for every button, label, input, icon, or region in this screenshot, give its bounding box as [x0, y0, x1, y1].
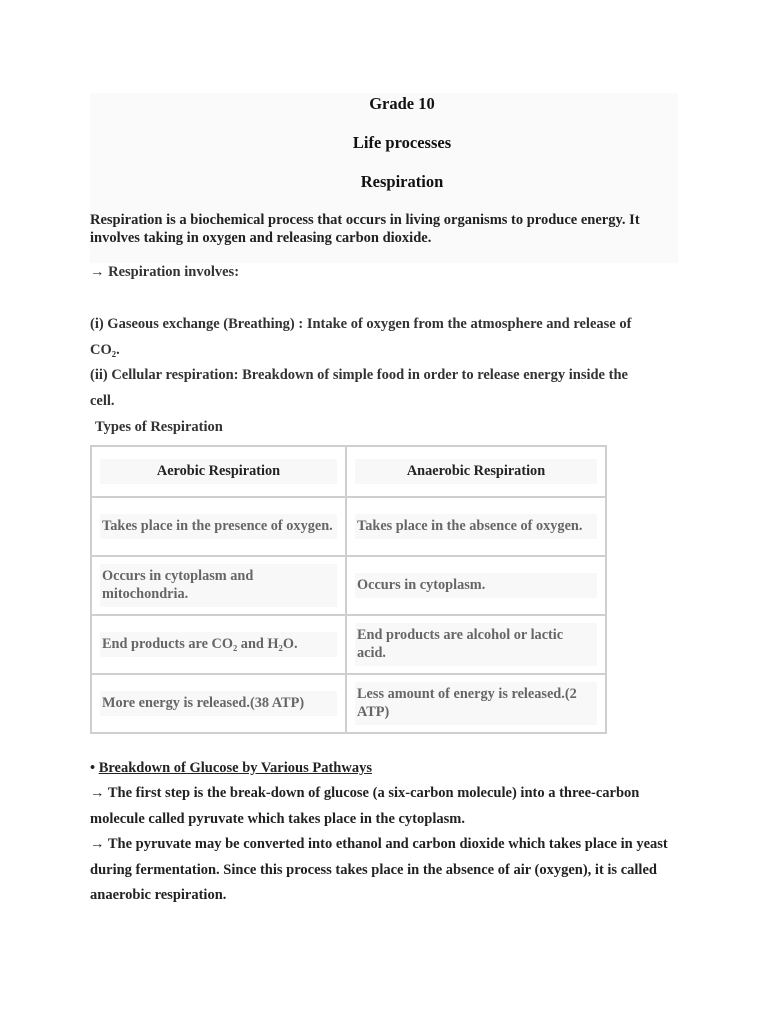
- aerobic-cell: End products are CO₂ and H₂O.: [100, 632, 337, 658]
- involves-item-1-line-1: (i) Gaseous exchange (Breathing) : Intake of oxygen from the atmosphere and release of: [90, 316, 632, 332]
- pathways-heading: Breakdown of Glucose by Various Pathways: [98, 760, 372, 776]
- table-header-cell: [91, 446, 346, 497]
- table-cell: [91, 674, 346, 733]
- topic-heading: Respiration: [360, 172, 444, 191]
- table-row: [91, 556, 606, 615]
- involves-heading: → Respiration involves:: [90, 264, 240, 280]
- involves-item-1-line-2: CO₂.: [90, 342, 120, 358]
- header-aerobic: Aerobic Respiration: [100, 459, 337, 485]
- intro-paragraph: Respiration is a biochemical process that occurs in living organisms to produce energy. It involves taking in oxygen and releasing carbon dioxide.: [90, 212, 640, 246]
- anaerobic-cell: End products are alcohol or lactic acid.: [355, 623, 597, 666]
- anaerobic-cell: Occurs in cytoplasm.: [355, 573, 597, 599]
- anaerobic-cell: Takes place in the absence of oxygen.: [355, 514, 597, 540]
- table-row: [91, 615, 606, 674]
- table-cell: [346, 615, 606, 674]
- grade-heading: Grade 10: [369, 94, 435, 113]
- pathways-heading-line: [90, 760, 372, 777]
- header-anaerobic: Anaerobic Respiration: [355, 459, 597, 485]
- aerobic-cell: More energy is released.(38 ATP): [100, 691, 337, 717]
- table-cell: [346, 556, 606, 615]
- pathways-paragraph-1: → The first step is the break-down of glucose (a six-carbon molecule) into a three-carbon molecule called pyruvate which takes place in the cytoplasm.: [90, 785, 640, 827]
- table-cell: [91, 615, 346, 674]
- table-cell: [91, 556, 346, 615]
- types-title: Types of Respiration: [95, 419, 223, 435]
- anaerobic-cell: Less amount of energy is released.(2 ATP): [355, 682, 597, 725]
- respiration-comparison-table: [90, 445, 607, 734]
- subject-heading: Life processes: [352, 133, 452, 152]
- table-row: [91, 497, 606, 556]
- aerobic-cell: Takes place in the presence of oxygen.: [100, 514, 337, 540]
- table-cell: [346, 674, 606, 733]
- table-row: [91, 674, 606, 733]
- pathways-paragraph-2: → The pyruvate may be converted into ethanol and carbon dioxide which takes place in yeast during fermentation. Since this process takes place in the absence of air (oxygen), it is called anaerobic respiration.: [90, 836, 668, 903]
- table-header-row: [91, 446, 606, 497]
- bullet-icon: •: [90, 760, 96, 776]
- involves-item-2-line-1: (ii) Cellular respiration: Breakdown of simple food in order to release energy inside the: [90, 367, 628, 383]
- table-header-cell: [346, 446, 606, 497]
- involves-item-2-line-2: cell.: [90, 393, 115, 409]
- aerobic-cell: Occurs in cytoplasm and mitochondria.: [100, 564, 337, 607]
- table-cell: [346, 497, 606, 556]
- table-cell: [91, 497, 346, 556]
